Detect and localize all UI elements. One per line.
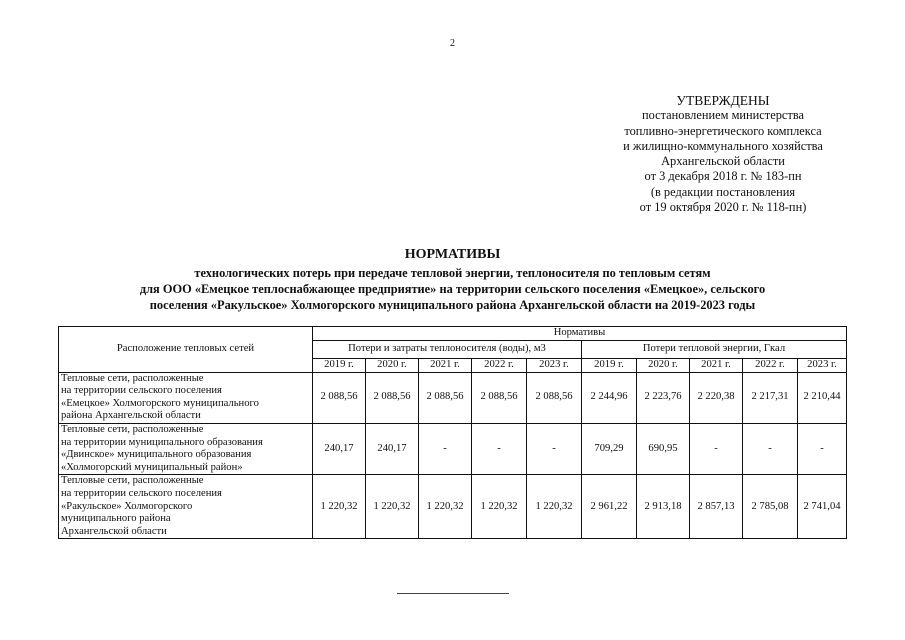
water-value: 2 088,56 (472, 372, 527, 423)
heat-value: - (743, 423, 798, 474)
document-title: НОРМАТИВЫ (404, 247, 501, 262)
heat-value: 2 223,76 (637, 372, 690, 423)
document-subtitle (60, 265, 845, 313)
heat-value: - (798, 423, 847, 474)
year-header: 2022 г. (472, 358, 527, 372)
subtitle-line: технологических потерь при передаче тепловой энергии, теплоносителя по тепловым сетям (194, 266, 711, 280)
year-header: 2020 г. (637, 358, 690, 372)
approval-line: от 19 октября 2020 г. № 118-пн) (639, 200, 807, 215)
year-header: 2021 г. (419, 358, 472, 372)
water-value: 240,17 (313, 423, 366, 474)
footer-divider (397, 593, 509, 594)
location-line: «Двинское» муниципального образования (61, 449, 252, 461)
water-value: 2 088,56 (313, 372, 366, 423)
heat-value: 2 217,31 (743, 372, 798, 423)
heat-value: 2 210,44 (798, 372, 847, 423)
location-line: Тепловые сети, расположенные (61, 475, 204, 487)
heat-value: 2 857,13 (690, 475, 743, 539)
water-value: 2 088,56 (419, 372, 472, 423)
subtitle-line: для ООО «Емецкое теплоснабжающее предприятие» на территории сельского поселения «Емецкое», сельского (139, 282, 766, 296)
location-line: Архангельской области (61, 525, 167, 537)
approval-block (578, 93, 868, 215)
heat-value: 2 913,18 (637, 475, 690, 539)
location-line: Тепловые сети, расположенные (61, 423, 204, 435)
year-header: 2020 г. (366, 358, 419, 372)
year-header: 2023 г. (798, 358, 847, 372)
approval-line: (в редакции постановления (650, 184, 796, 199)
normatives-header: Нормативы (313, 327, 847, 341)
heat-losses-header: Потери тепловой энергии, Гкал (582, 340, 847, 358)
location-cell (59, 372, 313, 423)
location-line: «Емецкое» Холмогорского муниципального (61, 397, 259, 409)
page-number: 2 (450, 38, 455, 49)
heat-value: - (690, 423, 743, 474)
location-line: муниципального района (61, 513, 171, 525)
table-row (59, 372, 847, 423)
location-header: Расположение тепловых сетей (59, 327, 313, 373)
water-value: 1 220,32 (527, 475, 582, 539)
location-line: Тепловые сети, расположенные (61, 372, 204, 384)
location-line: на территории сельского поселения (61, 487, 222, 499)
heat-value: 2 961,22 (582, 475, 637, 539)
heat-value: 2 244,96 (582, 372, 637, 423)
water-value: 240,17 (366, 423, 419, 474)
location-line: на территории муниципального образования (61, 436, 263, 448)
heat-value: 2 741,04 (798, 475, 847, 539)
water-value: 2 088,56 (366, 372, 419, 423)
location-line: на территории сельского поселения (61, 385, 222, 397)
table-row (59, 423, 847, 474)
heat-value: 690,95 (637, 423, 690, 474)
approval-line: топливно-энергетического комплекса (624, 123, 822, 138)
water-losses-header: Потери и затраты теплоносителя (воды), м3 (313, 340, 582, 358)
water-value: - (527, 423, 582, 474)
water-value: 1 220,32 (366, 475, 419, 539)
approval-line: от 3 декабря 2018 г. № 183-пн (644, 169, 802, 184)
normatives-table (58, 326, 847, 539)
location-cell (59, 475, 313, 539)
year-header: 2019 г. (582, 358, 637, 372)
water-value: 1 220,32 (419, 475, 472, 539)
approval-line: и жилищно-коммунального хозяйства (623, 138, 823, 153)
year-header: 2023 г. (527, 358, 582, 372)
heat-value: 709,29 (582, 423, 637, 474)
water-value: 2 088,56 (527, 372, 582, 423)
approval-line: Архангельской области (661, 154, 785, 169)
water-value: 1 220,32 (313, 475, 366, 539)
year-header: 2022 г. (743, 358, 798, 372)
location-cell (59, 423, 313, 474)
location-line: «Ракульское» Холмогорского (61, 500, 193, 512)
approval-heading: УТВЕРЖДЕНЫ (676, 93, 770, 108)
approval-line: постановлением министерства (641, 108, 805, 123)
subtitle-line: поселения «Ракульское» Холмогорского муниципального района Архангельской области на 2019-2023 годы (149, 298, 756, 312)
year-header: 2021 г. (690, 358, 743, 372)
water-value: 1 220,32 (472, 475, 527, 539)
location-line: «Холмогорский муниципальный район» (61, 461, 243, 473)
water-value: - (419, 423, 472, 474)
heat-value: 2 220,38 (690, 372, 743, 423)
water-value: - (472, 423, 527, 474)
location-line: района Архангельской области (61, 410, 201, 422)
table-row (59, 475, 847, 539)
heat-value: 2 785,08 (743, 475, 798, 539)
year-header: 2019 г. (313, 358, 366, 372)
